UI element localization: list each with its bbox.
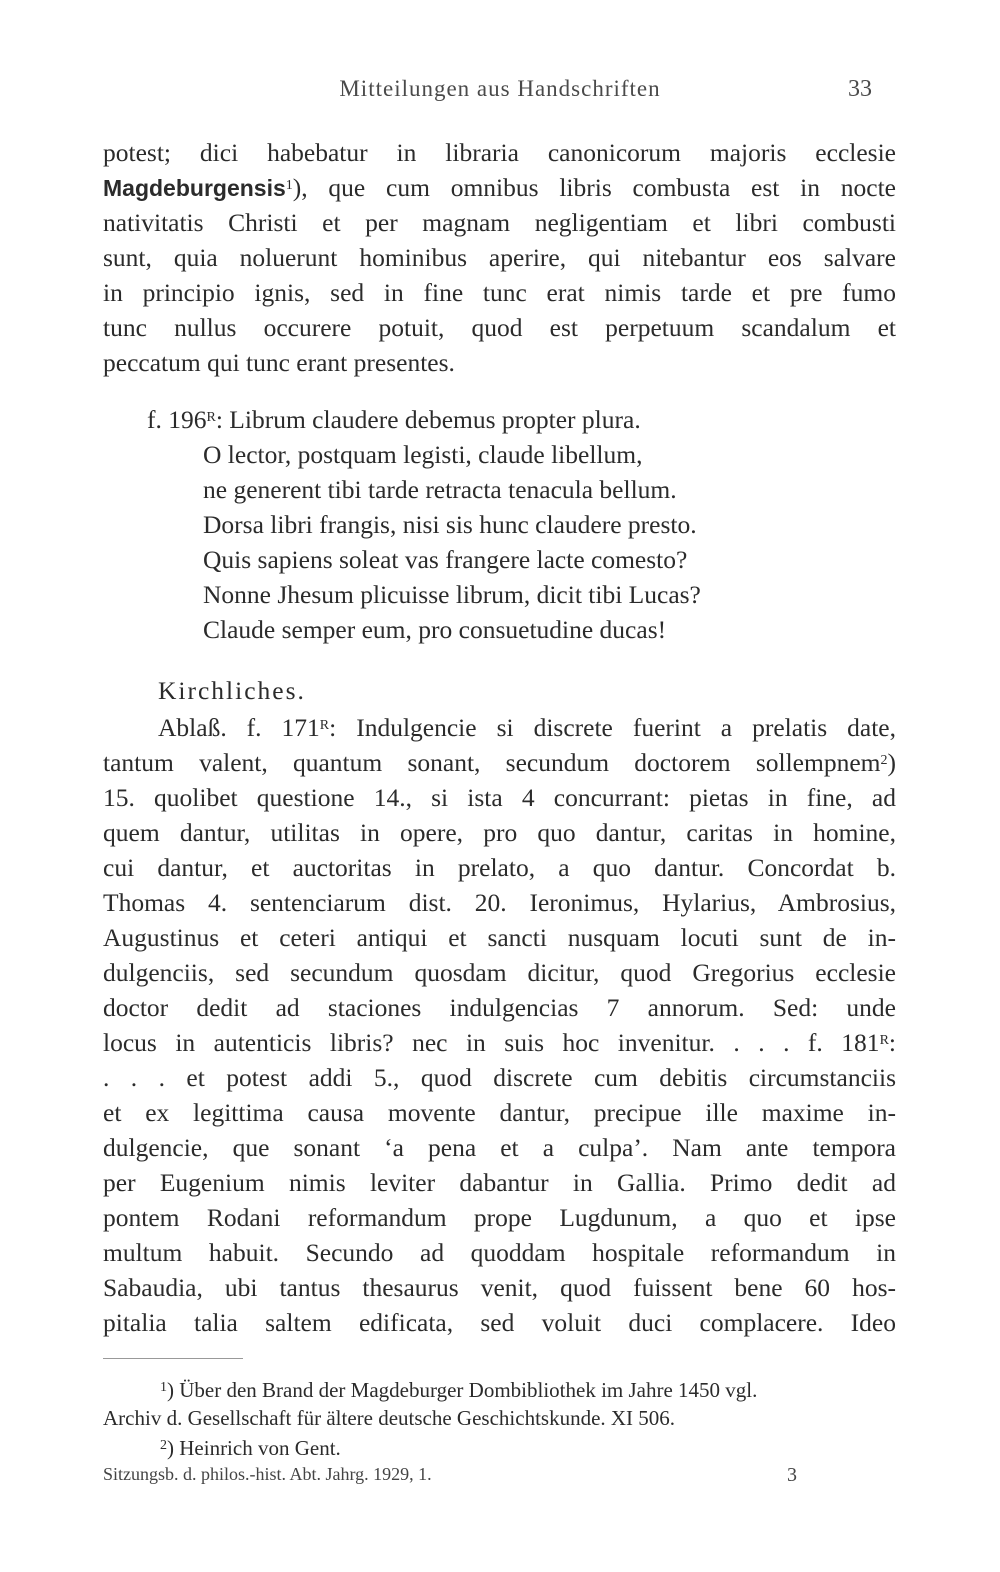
footnote-text: ) Über den Brand der Magdeburger Dombibliothek im Jahre 1450 vgl. [167,1378,758,1402]
footnote-ref: 2 [880,753,888,768]
text-line [103,746,896,780]
text-line: et ex legittima causa movente dantur, precipue ille maxime in- [103,1098,896,1127]
signature-number: 3 [787,1464,797,1486]
verse-line: ne generent tibi tarde retracta tenacula bellum. [203,475,677,504]
text-line: dulgencie, que sonant ‘a pena et a culpa’. Nam ante tempora [103,1133,896,1162]
text-line: in principio ignis, sed in fine tunc erat nimis tarde et pre fumo [103,278,896,307]
signature-text: Sitzungsb. d. philos.-hist. Abt. Jahrg. 1929, 1. [103,1464,432,1484]
footnote-1 [160,1376,896,1404]
footnote-ref: 1 [285,178,293,193]
verse-line: Quis sapiens soleat vas frangere lacte comesto? [203,545,688,574]
folio-sup: R [319,718,330,733]
text-line: Sabaudia, ubi tantus thesaurus venit, quod fuissent bene 60 hos- [103,1273,896,1302]
text-span: ) [887,748,896,777]
folio-sup: R [879,1033,889,1048]
bold-place-name: Magdeburgensis [103,175,286,201]
text-line [158,711,896,745]
text-line: sunt, quia noluerunt hominibus aperire, qui nitebantur eos salvare [103,243,896,272]
footnote-1-cont: Archiv d. Gesellschaft für ältere deutsche Geschichtskunde. XI 506. [103,1406,676,1430]
footnote-2 [160,1434,896,1462]
footnote-mark: 2 [160,1438,167,1453]
text-span: que cum omnibus libris combusta est in nocte [328,173,896,202]
text-line: cui dantur, et auctoritas in prelato, a quo dantur. Concordat b. [103,853,896,882]
text-line: multum habuit. Secundo ad quoddam hospitale reformandum in [103,1238,896,1267]
text-line: pontem Rodani reformandum prope Lugdunum, a quo et ipse [103,1203,896,1232]
text-span: locus in autenticis libris? nec in suis hoc invenitur. . . . f. 181 [103,1028,880,1057]
text-line: per Eugenium nimis leviter dabantur in Gallia. Primo dedit ad [103,1168,896,1197]
text-line: Magdeburgensis$^1$), que cum omnibus libris combusta est in nocte [103,173,896,202]
text-line: Augustinus et ceteri antiqui et sancti nusquam locuti sunt de in- [103,923,896,952]
folio-sup: R [206,410,216,425]
footnote-text: ) Heinrich von Gent. [167,1436,341,1460]
text-line [103,1026,896,1060]
section-heading: Kirchliches. [158,676,306,705]
verse-line: Claude semper eum, pro consuetudine ducas! [203,615,667,644]
text-line: . . . et potest addi 5., quod discrete cum debitis circumstanciis [103,1063,896,1092]
text-span: tantum valent, quantum sonant, secundum doctorem sollempnem [103,748,881,777]
text-line: nativitatis Christi et per magnam negligentiam et libri combusti [103,208,896,237]
signature-footer [103,1464,896,1490]
footnote-mark: 1 [160,1380,167,1395]
text-line: peccatum qui tunc erant presentes. [103,348,455,377]
text-line: 15. quolibet questione 14., si ista 4 concurrant: pietas in fine, ad [103,783,896,812]
text-line: Thomas 4. sentenciarum dist. 20. Ieronimus, Hylarius, Ambrosius, [103,888,896,917]
footnote-rule [103,1358,243,1359]
folio-ref: f. 196 [147,405,207,434]
text-span: : [888,1028,896,1057]
verse-intro-line [147,403,847,437]
verse-line: O lector, postquam legisti, claude libellum, [203,440,643,469]
text-span: Ablaß. f. 171 [158,713,320,742]
text-line: dulgenciis, sed secundum quosdam dicitur, quod Gregorius ecclesie [103,958,896,987]
verse-line: Nonne Jhesum plicuisse librum, dicit tibi Lucas? [203,580,701,609]
text-line: doctor dedit ad staciones indulgencias 7 annorum. Sed: unde [103,993,896,1022]
verse-line: Dorsa libri frangis, nisi sis hunc claudere presto. [203,510,697,539]
running-head: Mitteilungen aus Handschriften [339,76,661,101]
text-span: : Librum claudere debemus propter plura. [215,405,641,434]
text-line: pitalia talia saltem edificata, sed voluit duci complacere. Ideo [103,1308,896,1337]
page-header [0,76,1000,116]
text-span: : Indulgencie si discrete fuerint a prelatis date, [329,713,896,742]
text-line: potest; dici habebatur in libraria canonicorum majoris ecclesie [103,138,896,167]
page-number: 33 [848,76,872,102]
text-line: tunc nullus occurere potuit, quod est perpetuum scandalum et [103,313,896,342]
text-line: quem dantur, utilitas in opere, pro quo dantur, caritas in homine, [103,818,896,847]
